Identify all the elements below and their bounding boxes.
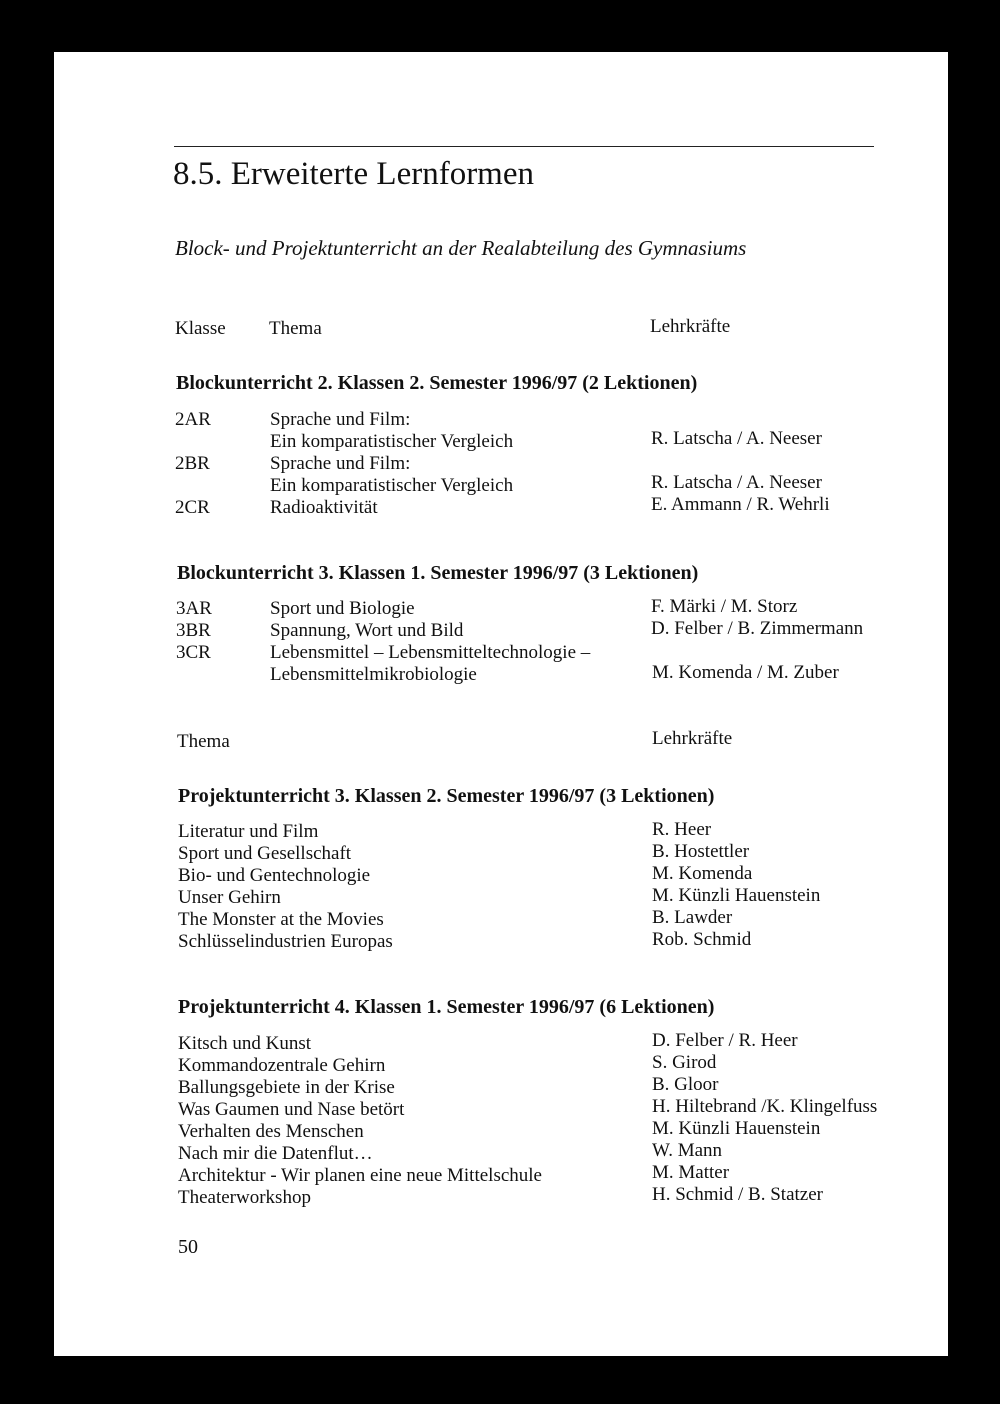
- projekt4-row-7-lehrkraefte: M. Matter: [652, 1162, 730, 1183]
- projekt4-row-7-thema: Architektur - Wir planen eine neue Mittelschule: [178, 1165, 542, 1186]
- block2-row-1-klasse: 2AR: [175, 409, 211, 430]
- block3-row-2-klasse: 3BR: [176, 620, 211, 641]
- block2-row-2-klasse: 2BR: [175, 453, 210, 474]
- section-title-block3: Blockunterricht 3. Klassen 1. Semester 1996/97 (3 Lektionen): [177, 562, 699, 584]
- block3-row-3-thema-line-1: Lebensmittel – Lebensmitteltechnologie –: [270, 642, 591, 663]
- block2-row-3-lehrkraefte: E. Ammann / R. Wehrli: [651, 494, 830, 515]
- projekt4-row-1-thema: Kitsch und Kunst: [178, 1033, 311, 1054]
- block3-row-1-klasse: 3AR: [176, 598, 212, 619]
- projekt4-row-5-lehrkraefte: M. Künzli Hauenstein: [652, 1118, 821, 1139]
- top-rule: [174, 146, 874, 147]
- projekt3-row-4-lehrkraefte: M. Künzli Hauenstein: [652, 885, 821, 906]
- projekt3-row-1-lehrkraefte: R. Heer: [652, 819, 712, 840]
- column-header-lehrkraefte: Lehrkräfte: [650, 316, 731, 337]
- block3-row-1-thema-line-1: Sport und Biologie: [270, 598, 415, 619]
- document-page: [54, 52, 948, 1356]
- block3-row-2-lehrkraefte: D. Felber / B. Zimmermann: [651, 618, 864, 639]
- block2-row-1-thema-line-2: Ein komparatistischer Vergleich: [270, 431, 514, 452]
- block2-row-3-klasse: 2CR: [175, 497, 210, 518]
- column-header-lehrkraefte-2: Lehrkräfte: [652, 728, 733, 749]
- projekt4-row-3-lehrkraefte: B. Gloor: [652, 1074, 719, 1095]
- projekt3-row-3-lehrkraefte: M. Komenda: [652, 863, 753, 884]
- projekt4-row-4-lehrkraefte: H. Hiltebrand /K. Klingelfuss: [652, 1096, 878, 1117]
- block3-row-3-klasse: 3CR: [176, 642, 211, 663]
- block2-row-2-lehrkraefte: R. Latscha / A. Neeser: [651, 472, 822, 493]
- block2-row-1-lehrkraefte: R. Latscha / A. Neeser: [651, 428, 822, 449]
- projekt4-row-2-lehrkraefte: S. Girod: [652, 1052, 717, 1073]
- projekt4-row-6-thema: Nach mir die Datenflut…: [178, 1143, 373, 1164]
- subtitle: Block- und Projektunterricht an der Realabteilung des Gymnasiums: [175, 236, 747, 260]
- block2-row-2-thema-line-1: Sprache und Film:: [270, 453, 411, 474]
- projekt3-row-3-thema: Bio- und Gentechnologie: [178, 865, 371, 886]
- projekt3-row-2-lehrkraefte: B. Hostettler: [652, 841, 750, 862]
- page-number: 50: [178, 1236, 198, 1258]
- column-header-thema: Thema: [269, 318, 322, 339]
- section-title-block2: Blockunterricht 2. Klassen 2. Semester 1996/97 (2 Lektionen): [176, 372, 698, 394]
- projekt3-row-2-thema: Sport und Gesellschaft: [178, 843, 352, 864]
- block2-row-1-thema-line-1: Sprache und Film:: [270, 409, 411, 430]
- column-header-thema-2: Thema: [177, 731, 230, 752]
- projekt3-row-1-thema: Literatur und Film: [178, 821, 319, 842]
- projekt4-row-8-thema: Theaterworkshop: [178, 1187, 311, 1208]
- projekt4-row-1-lehrkraefte: D. Felber / R. Heer: [652, 1030, 798, 1051]
- section-title-projekt4: Projektunterricht 4. Klassen 1. Semester 1996/97 (6 Lektionen): [178, 996, 715, 1018]
- projekt3-row-6-lehrkraefte: Rob. Schmid: [652, 929, 752, 950]
- block3-row-3-thema-line-2: Lebensmittelmikrobiologie: [270, 664, 477, 685]
- projekt4-row-6-lehrkraefte: W. Mann: [652, 1140, 723, 1161]
- section-title-projekt3: Projektunterricht 3. Klassen 2. Semester 1996/97 (3 Lektionen): [178, 785, 715, 807]
- block3-row-3-lehrkraefte: M. Komenda / M. Zuber: [652, 662, 839, 683]
- projekt3-row-6-thema: Schlüsselindustrien Europas: [178, 931, 393, 952]
- projekt4-row-4-thema: Was Gaumen und Nase betört: [178, 1099, 405, 1120]
- block2-row-2-thema-line-2: Ein komparatistischer Vergleich: [270, 475, 514, 496]
- projekt3-row-5-lehrkraefte: B. Lawder: [652, 907, 733, 928]
- projekt4-row-2-thema: Kommandozentrale Gehirn: [178, 1055, 386, 1076]
- column-header-klasse: Klasse: [175, 318, 226, 339]
- projekt4-row-8-lehrkraefte: H. Schmid / B. Statzer: [652, 1184, 823, 1205]
- projekt3-row-5-thema: The Monster at the Movies: [178, 909, 384, 930]
- projekt4-row-5-thema: Verhalten des Menschen: [178, 1121, 364, 1142]
- projekt4-row-3-thema: Ballungsgebiete in der Krise: [178, 1077, 395, 1098]
- block3-row-1-lehrkraefte: F. Märki / M. Storz: [651, 596, 798, 617]
- block3-row-2-thema-line-1: Spannung, Wort und Bild: [270, 620, 464, 641]
- block2-row-3-thema-line-1: Radioaktivität: [270, 497, 378, 518]
- projekt3-row-4-thema: Unser Gehirn: [178, 887, 281, 908]
- section-heading: 8.5. Erweiterte Lernformen: [173, 156, 535, 192]
